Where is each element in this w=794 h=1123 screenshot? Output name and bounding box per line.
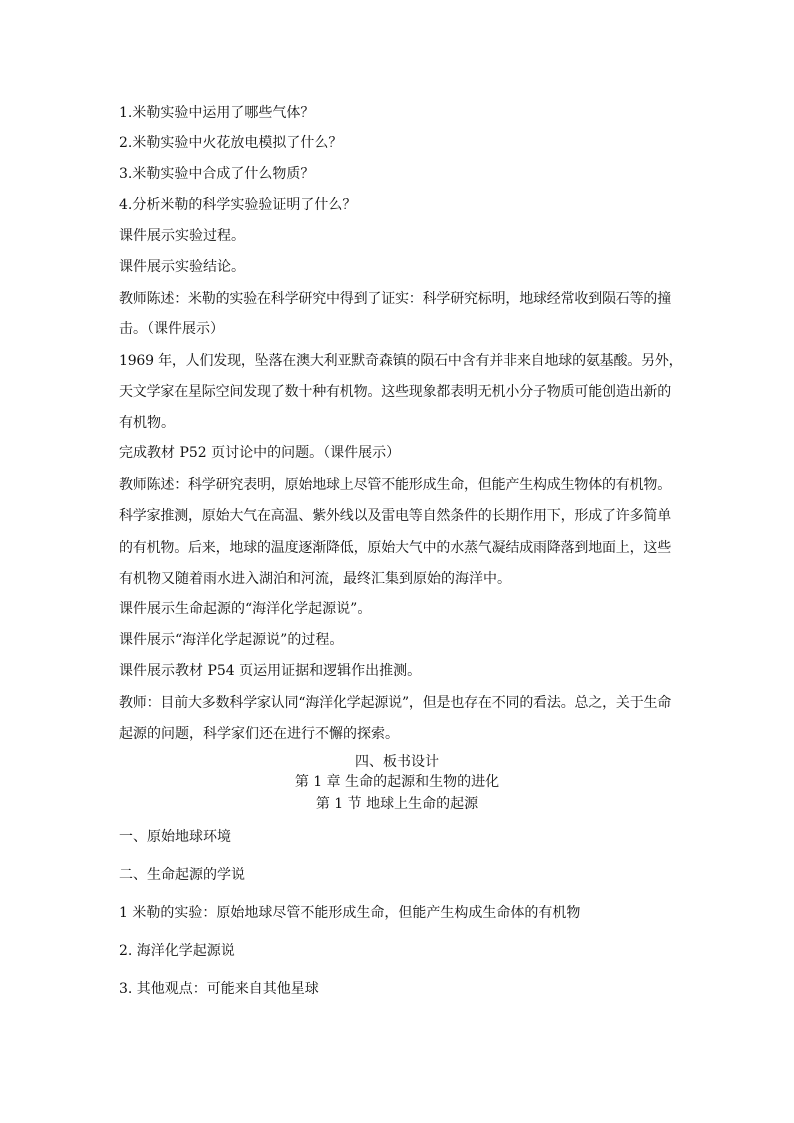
paragraph-line: 击。（课件展示） xyxy=(119,321,224,337)
question-1: 1.米勒实验中运用了哪些气体？ xyxy=(119,105,315,121)
paragraph-line: 课件展示实验过程。 xyxy=(119,228,245,244)
paragraph-line: 1969 年，人们发现，坠落在澳大利亚默奇森镇的陨石中含有并非来自地球的氨基酸。另外， xyxy=(119,353,683,369)
paragraph-line: 教师陈述：科学研究表明，原始地球上尽管不能形成生命，但能产生构成生物体的有机物。 xyxy=(119,477,671,493)
paragraph-line: 教师：目前大多数科学家认同“海洋化学起源说”，但是也存在不同的看法。总之，关于生命 xyxy=(119,695,672,711)
board-design-item: 二、生命起源的学说 xyxy=(119,867,245,883)
board-design-section: 第 1 节 地球上生命的起源 xyxy=(315,796,479,812)
paragraph-line: 起源的问题，科学家们还在进行不懈的探索。 xyxy=(119,726,399,742)
paragraph-line: 教师陈述：米勒的实验在科学研究中得到了证实：科学研究标明，地球经常收到陨石等的撞 xyxy=(119,291,671,307)
paragraph-line: 有机物。 xyxy=(119,415,175,431)
paragraph-line: 有机物又随着雨水进入湖泊和河流，最终汇集到原始的海洋中。 xyxy=(119,571,511,587)
paragraph-line: 课件展示教材 P54 页运用证据和逻辑作出推测。 xyxy=(119,663,422,679)
board-design-item: 1 米勒的实验：原始地球尽管不能形成生命，但能产生构成生命体的有机物 xyxy=(119,905,581,921)
board-design-chapter: 第 1 章 生命的起源和生物的进化 xyxy=(294,774,500,790)
question-2: 2.米勒实验中火花放电模拟了什么？ xyxy=(119,135,343,151)
paragraph-line: 课件展示“海洋化学起源说”的过程。 xyxy=(119,632,344,648)
question-4: 4.分析米勒的科学实验验证明了什么？ xyxy=(119,197,357,213)
paragraph-line: 科学家推测，原始大气在高温、紫外线以及雷电等自然条件的长期作用下，形成了许多简单 xyxy=(119,508,671,524)
paragraph-line: 课件展示生命起源的“海洋化学起源说”。 xyxy=(119,601,372,617)
board-design-item: 2. 海洋化学起源说 xyxy=(119,943,235,959)
paragraph-line: 天文学家在星际空间发现了数十种有机物。这些现象都表明无机小分子物质可能创造出新的 xyxy=(119,384,671,400)
question-3: 3.米勒实验中合成了什么物质？ xyxy=(119,166,315,182)
paragraph-line: 课件展示实验结论。 xyxy=(119,259,245,275)
board-design-item: 3. 其他观点：可能来自其他星球 xyxy=(119,981,319,997)
board-design-item: 一、原始地球环境 xyxy=(119,829,231,845)
paragraph-line: 完成教材 P52 页讨论中的问题。（课件展示） xyxy=(119,445,401,461)
paragraph-line: 的有机物。后来，地球的温度逐渐降低，原始大气中的水蒸气凝结成雨降落到地面上，这些 xyxy=(119,540,671,556)
board-design-heading: 四、板书设计 xyxy=(355,754,439,770)
